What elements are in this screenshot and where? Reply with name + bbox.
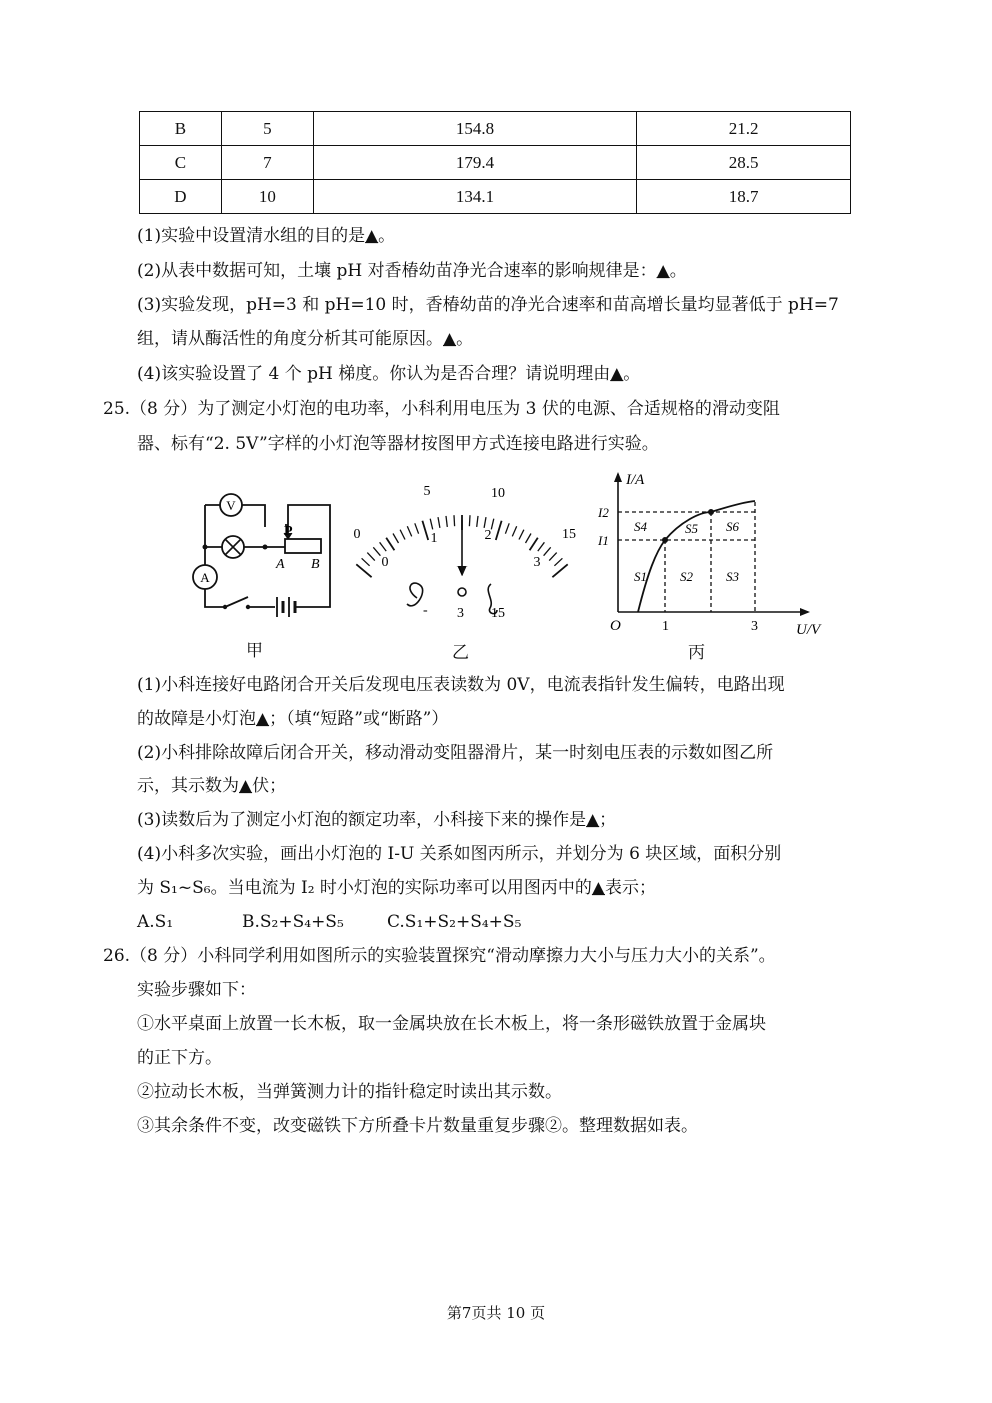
dial-tick — [380, 542, 387, 551]
x-axis-arrow-icon — [800, 608, 810, 616]
q25-item-4b: 为 S₁~S₆。当电流为 I₂ 时小灯泡的实际功率可以用图丙中的▲表示； — [137, 878, 656, 898]
table-cell: 154.8 — [313, 112, 637, 146]
q24-item-3b: 组，请从酶活性的角度分析其可能原因。▲。 — [137, 329, 474, 349]
svg-text:10: 10 — [491, 486, 505, 501]
svg-text:S1: S1 — [634, 569, 647, 584]
q26-stem-1: 26.（8 分）小科同学利用如图所示的实验装置探究“滑动摩擦力大小与压力大小的关系”。 — [103, 946, 776, 966]
iu-graph — [590, 462, 840, 637]
svg-text:B: B — [311, 557, 320, 572]
q25-stem-2: 器、标有“2. 5V”字样的小灯泡等器材按图甲方式连接电路进行实验。 — [137, 434, 659, 454]
svg-text:P: P — [284, 524, 293, 539]
svg-text:3: 3 — [751, 619, 758, 634]
table-cell: 7 — [221, 146, 313, 180]
table-cell: 179.4 — [313, 146, 637, 180]
dial-tick — [477, 516, 478, 527]
svg-text:S2: S2 — [680, 569, 693, 584]
table-cell: 5 — [221, 112, 313, 146]
dial-tick — [552, 564, 567, 577]
q25-item-4a: (4)小科多次实验，画出小灯泡的 I-U 关系如图丙所示，并划分为 6 块区域，面积分别 — [137, 844, 782, 864]
table-row — [140, 180, 851, 214]
q25-stem-1: 25.（8 分）为了测定小灯泡的电功率，小科利用电压为 3 伏的电源、合适规格的滑动变阻 — [103, 399, 780, 419]
dial-tick — [496, 521, 502, 540]
svg-text:0: 0 — [381, 555, 389, 570]
answer-blank[interactable]: ▲ — [365, 226, 379, 246]
dial-tick — [526, 534, 532, 544]
dial-tick — [484, 517, 486, 528]
answer-blank[interactable]: ▲ — [586, 810, 600, 830]
dial-tick — [446, 516, 447, 527]
dial-tick — [407, 526, 411, 536]
q26-stem-2: 实验步骤如下： — [137, 980, 256, 1000]
q24-item-3a: (3)实验发现，pH=3 和 pH=10 时，香椿幼苗的净光合速率和苗高增长量均显著低于 pH=7 — [137, 295, 839, 315]
circuit-diagram — [180, 485, 340, 620]
svg-text:0: 0 — [353, 527, 361, 542]
dial-tick — [505, 523, 509, 533]
battery-icon — [277, 597, 295, 617]
table-cell: D — [140, 180, 222, 214]
option-a: A.S₁ — [137, 912, 174, 932]
svg-text:S5: S5 — [685, 521, 698, 536]
dial-tick — [554, 558, 562, 566]
figure-label-jia: 甲 — [246, 641, 263, 661]
option-b: B.S₂+S₄+S₅ — [242, 912, 344, 932]
dial-tick — [519, 530, 524, 540]
q26-step-1a: ①水平桌面上放置一长木板，取一金属块放在长木板上，将一条形磁铁放置于金属块 — [137, 1014, 766, 1034]
dial-tick — [512, 526, 516, 536]
answer-blank[interactable]: ▲ — [610, 364, 624, 384]
svg-text:O: O — [610, 618, 621, 634]
svg-text:S3: S3 — [726, 569, 739, 584]
table-cell: C — [140, 146, 222, 180]
curve-point-icon — [708, 509, 714, 515]
dial-tick — [491, 519, 494, 530]
dial-tick — [454, 515, 455, 526]
ph-data-table — [139, 111, 851, 214]
answer-blank[interactable]: ▲ — [656, 261, 670, 281]
svg-text:5: 5 — [423, 484, 431, 499]
option-c: C.S₁+S₂+S₄+S₅ — [387, 912, 522, 932]
svg-text:I1: I1 — [598, 533, 609, 548]
q25-item-1b: 的故障是小灯泡▲；（填“短路”或“断路”） — [137, 709, 449, 729]
table-cell: B — [140, 112, 222, 146]
junction-dot-icon — [263, 545, 268, 550]
q24-item-2: (2)从表中数据可知，土壤 pH 对香椿幼苗净光合速率的影响规律是：▲。 — [137, 261, 687, 281]
q24-item-1: (1)实验中设置清水组的目的是▲。 — [137, 226, 396, 246]
switch-contact-icon — [246, 605, 250, 609]
table-cell: 28.5 — [637, 146, 851, 180]
table-row — [140, 146, 851, 180]
dial-tick — [415, 523, 419, 533]
dial-tick — [549, 553, 557, 561]
junction-dot-icon — [203, 545, 208, 550]
svg-text:3: 3 — [533, 555, 541, 570]
table-cell: 10 — [221, 180, 313, 214]
q26-step-1b: 的正下方。 — [137, 1048, 222, 1068]
svg-text:A: A — [200, 570, 210, 585]
svg-text:S6: S6 — [726, 519, 739, 534]
dial-tick — [469, 515, 470, 526]
dial-tick — [538, 542, 545, 551]
svg-text:-: - — [423, 603, 428, 618]
dial-tick — [393, 534, 399, 544]
svg-text:U/V: U/V — [796, 622, 821, 637]
dial-tick — [356, 564, 371, 577]
q26-step-2: ②拉动长木板，当弹簧测力计的指针稳定时读出其示数。 — [137, 1082, 562, 1102]
dial-tick — [400, 530, 405, 540]
dial-tick — [430, 519, 433, 530]
voltmeter-dial — [345, 478, 585, 623]
q25-item-2b: 示，其示数为▲伏； — [137, 776, 287, 796]
curve-point-icon — [662, 537, 668, 543]
dial-tick — [386, 538, 394, 551]
svg-text:15: 15 — [491, 606, 505, 621]
page-footer: 第7页共 10 页 — [446, 1304, 546, 1322]
answer-blank[interactable]: ▲ — [443, 329, 457, 349]
dial-tick — [422, 521, 428, 540]
answer-blank[interactable]: ▲ — [256, 709, 270, 729]
terminal-3-icon — [458, 588, 466, 596]
svg-text:S4: S4 — [634, 519, 647, 534]
q25-item-2a: (2)小科排除故障后闭合开关，移动滑动变阻器滑片，某一时刻电压表的示数如图乙所 — [137, 743, 774, 763]
svg-text:V: V — [226, 498, 236, 513]
terminal-wire-icon — [407, 583, 423, 606]
answer-blank[interactable]: ▲ — [239, 776, 253, 796]
dial-tick — [438, 517, 440, 528]
table-cell: 18.7 — [637, 180, 851, 214]
svg-text:I/A: I/A — [626, 472, 645, 488]
switch-pivot-icon — [223, 605, 227, 609]
svg-text:3: 3 — [457, 606, 464, 621]
q25-item-3: (3)读数后为了测定小灯泡的额定功率，小科接下来的操作是▲； — [137, 810, 617, 830]
svg-text:V: V — [456, 564, 468, 580]
dial-tick — [530, 538, 538, 551]
dial-tick — [373, 547, 380, 555]
figure-label-bing: 丙 — [688, 643, 705, 663]
figure-label-yi: 乙 — [452, 643, 469, 663]
table-cell: 21.2 — [637, 112, 851, 146]
svg-text:1: 1 — [662, 619, 669, 634]
svg-text:A: A — [276, 557, 285, 572]
svg-text:15: 15 — [562, 527, 576, 542]
answer-blank[interactable]: ▲ — [591, 878, 605, 898]
svg-text:I2: I2 — [598, 505, 609, 520]
svg-text:2: 2 — [484, 528, 492, 543]
dial-tick — [362, 558, 370, 566]
iu-curve — [638, 501, 755, 612]
dial-tick — [367, 553, 375, 561]
q25-item-1a: (1)小科连接好电路闭合开关后发现电压表读数为 0V，电流表指针发生偏转，电路出现 — [137, 675, 785, 695]
y-axis-arrow-icon — [614, 472, 622, 482]
svg-text:1: 1 — [430, 531, 438, 546]
table-cell: 134.1 — [313, 180, 637, 214]
q24-item-4: (4)该实验设置了 4 个 pH 梯度。你认为是否合理？请说明理由▲。 — [137, 364, 641, 384]
dial-tick — [544, 547, 551, 555]
table-row — [140, 112, 851, 146]
q26-step-3: ③其余条件不变，改变磁铁下方所叠卡片数量重复步骤②。整理数据如表。 — [137, 1116, 698, 1136]
